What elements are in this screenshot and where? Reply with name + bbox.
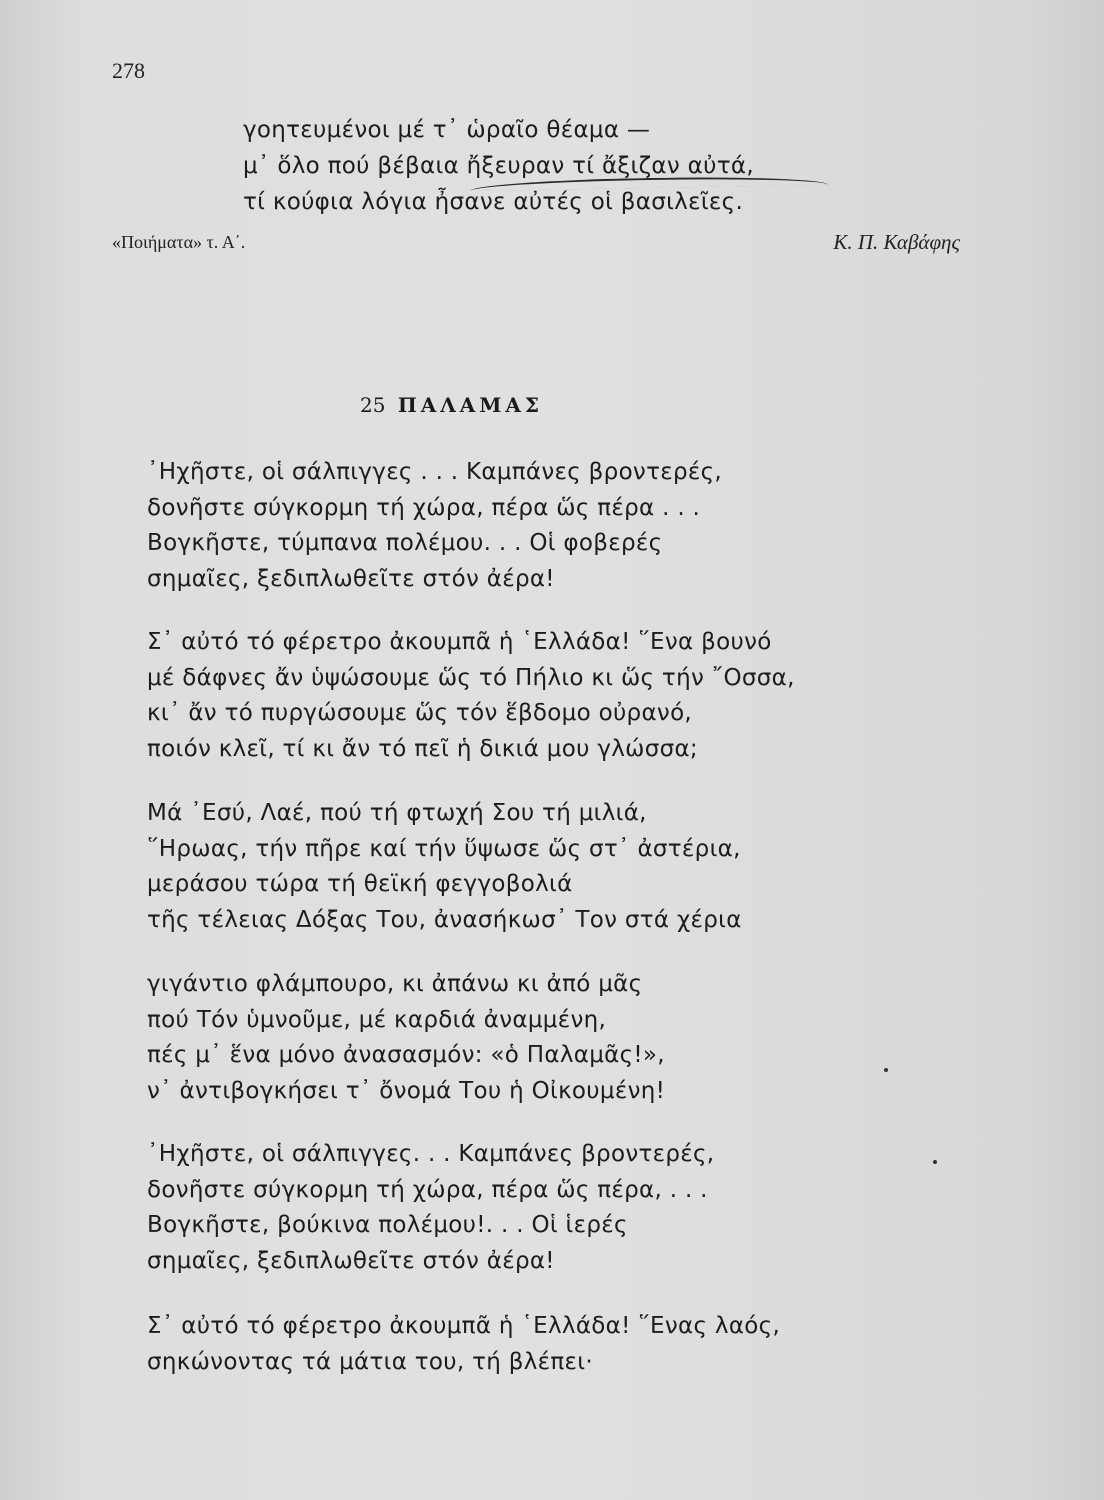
section-number: 25	[360, 393, 386, 417]
poem-stanza-5	[147, 1137, 714, 1279]
poem-line: σημαῖες, ξεδιπλωθεῖτε στόν ἀέρα!	[147, 565, 555, 592]
poem-line: δονῆστε σύγκορμη τή χώρα, πέρα ὥς πέρα . . .	[147, 494, 701, 521]
poem-line: πές μ᾽ ἕνα μόνο ἀνασασμόν: «ὁ Παλαμᾶς!»,	[147, 1042, 665, 1068]
poem-line: τῆς τέλειας Δόξας Του, ἀνασήκωσ᾽ Τον στά χέρια	[147, 906, 742, 933]
poem-line: Βογκῆστε, τύμπανα πολέμου. . . Οἱ φοβερές	[147, 530, 663, 556]
poem-stanza-1	[147, 455, 722, 597]
poem-line: δονῆστε σύγκορμη τή χώρα, πέρα ὥς πέρα, . . .	[147, 1176, 708, 1203]
ink-speck	[884, 1068, 888, 1072]
poem-stanza-6	[147, 1309, 780, 1380]
poem-stanza-4	[147, 967, 665, 1109]
ink-speck	[933, 1160, 937, 1164]
author-signature: Κ. Π. Καβάφης	[833, 230, 960, 254]
poem-stanza-2	[147, 625, 795, 767]
poem-line: σημαῖες, ξεδιπλωθεῖτε στόν ἀέρα!	[147, 1247, 555, 1274]
cavafy-line: γοητευμένοι μέ τ᾽ ὡραῖο θέαμα —	[243, 117, 651, 143]
poem-line: πού Τόν ὑμνοῦμε, μέ καρδιά ἀναμμένη,	[147, 1006, 607, 1033]
poem-line: Μά ᾽Εσύ, Λαέ, πού τή φτωχή Σου τή μιλιά,	[147, 800, 647, 826]
poem-stanza-3	[147, 796, 742, 938]
poem-line: ῞Ηρωας, τήν πῆρε καί τήν ὕψωσε ὥς στ᾽ ἀστέρια,	[147, 835, 741, 862]
poem-line: Σ᾽ αὐτό τό φέρετρο ἀκουμπᾶ ἡ ῾Ελλάδα! ῞Ενας λαός,	[147, 1313, 781, 1339]
cavafy-excerpt	[243, 112, 754, 220]
poem-line: γιγάντιο φλάμπουρο, κι ἀπάνω κι ἀπό μᾶς	[147, 971, 643, 997]
poem-line: Βογκῆστε, βούκινα πολέμου!. . . Οἱ ἱερές	[147, 1212, 628, 1238]
poem-line: ᾽Ηχῆστε, οἱ σάλπιγγες. . . Καμπάνες βροντερές,	[147, 1141, 715, 1167]
poem-line: Σ᾽ αὐτό τό φέρετρο ἀκουμπᾶ ἡ ῾Ελλάδα! ῞Ενα βουνό	[147, 629, 772, 655]
poem-line: σηκώνοντας τά μάτια του, τή βλέπει·	[147, 1348, 593, 1375]
cavafy-line: τί κούφια λόγια ἦσανε αὐτές οἱ βασιλεῖες.	[243, 189, 744, 215]
poem-line: ᾽Ηχῆστε, οἱ σάλπιγγες . . . Καμπάνες βροντερές,	[147, 459, 723, 485]
poem-line: κι᾽ ἄν τό πυργώσουμε ὥς τόν ἕβδομο οὐρανό,	[147, 700, 693, 726]
poem-line: ποιόν κλεῖ, τί κι ἄν τό πεῖ ἡ δικιά μου γλώσσα;	[147, 735, 698, 762]
bleed-through-texture	[240, 28, 245, 50]
poem-line: μεράσου τώρα τή θεϊκή φεγγοβολιά	[147, 871, 573, 897]
page-number: 278	[112, 58, 145, 83]
poem-line: μέ δάφνες ἄν ὑψώσουμε ὥς τό Πήλιο κι ὥς τήν ῎Οσσα,	[147, 664, 795, 691]
section-title: ΠΑΛΑΜΑΣ	[397, 393, 544, 417]
poem-line: ν᾽ ἀντιβογκήσει τ᾽ ὄνομά Του ἡ Οἰκουμένη!	[147, 1077, 666, 1104]
source-citation: «Ποιήματα» τ. Α΄.	[112, 232, 246, 252]
section-heading	[360, 393, 660, 417]
cavafy-line: μ᾽ ὅλο πού βέβαια ἤξευραν τί ἄξιζαν αὐτά,	[243, 153, 754, 179]
